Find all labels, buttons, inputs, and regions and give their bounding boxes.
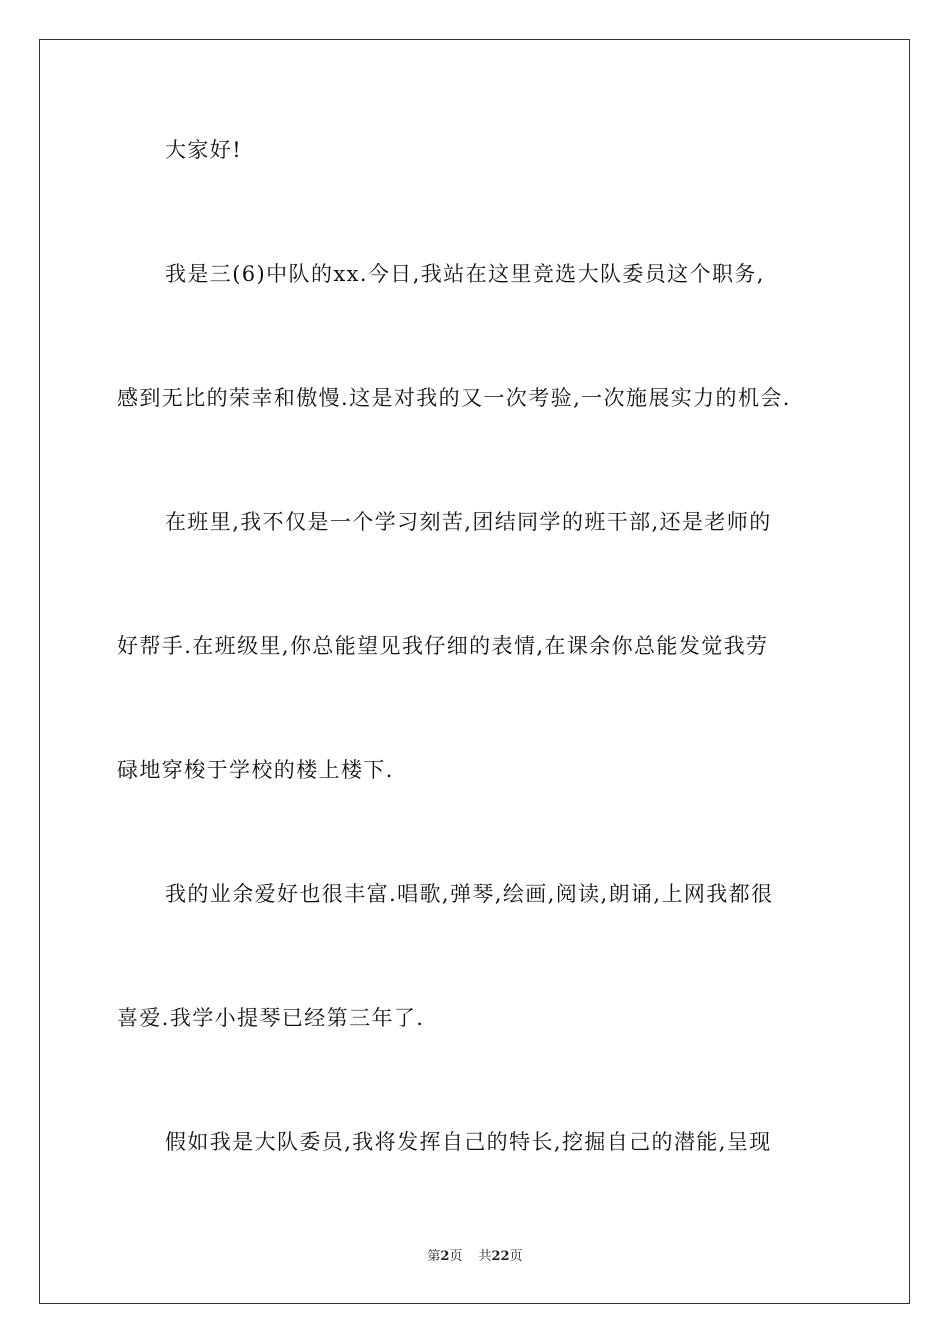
text-line-3: 感到无比的荣幸和傲慢.这是对我的又一次考验,一次施展实力的机会.	[117, 386, 791, 410]
text-line-6: 碌地穿梭于学校的楼上楼下.	[117, 758, 394, 782]
text-line-7: 我的业余爱好也很丰富.唱歌,弹琴,绘画,阅读,朗诵,上网我都很	[165, 882, 774, 906]
total-suffix: 页	[509, 1249, 523, 1264]
total-prefix: 共	[478, 1249, 492, 1264]
text-line-4: 在班里,我不仅是一个学习刻苦,团结同学的班干部,还是老师的	[165, 510, 772, 534]
text-line-8: 喜爱.我学小提琴已经第三年了.	[117, 1006, 425, 1030]
page-footer	[0, 1248, 950, 1266]
text-line-2: 我是三(6)中队的xx.今日,我站在这里竞选大队委员这个职务,	[165, 262, 765, 286]
page-prefix: 第	[427, 1249, 441, 1264]
text-line-9: 假如我是大队委员,我将发挥自己的特长,挖掘自己的潜能,呈现	[165, 1130, 772, 1154]
text-line-5: 好帮手.在班级里,你总能望见我仔细的表情,在课余你总能发觉我劳	[117, 634, 769, 658]
page-total: 22	[491, 1249, 510, 1264]
page-current: 2	[440, 1249, 450, 1264]
page-border	[39, 39, 910, 1304]
page-suffix: 页	[449, 1249, 463, 1264]
text-line-1: 大家好!	[165, 138, 243, 162]
